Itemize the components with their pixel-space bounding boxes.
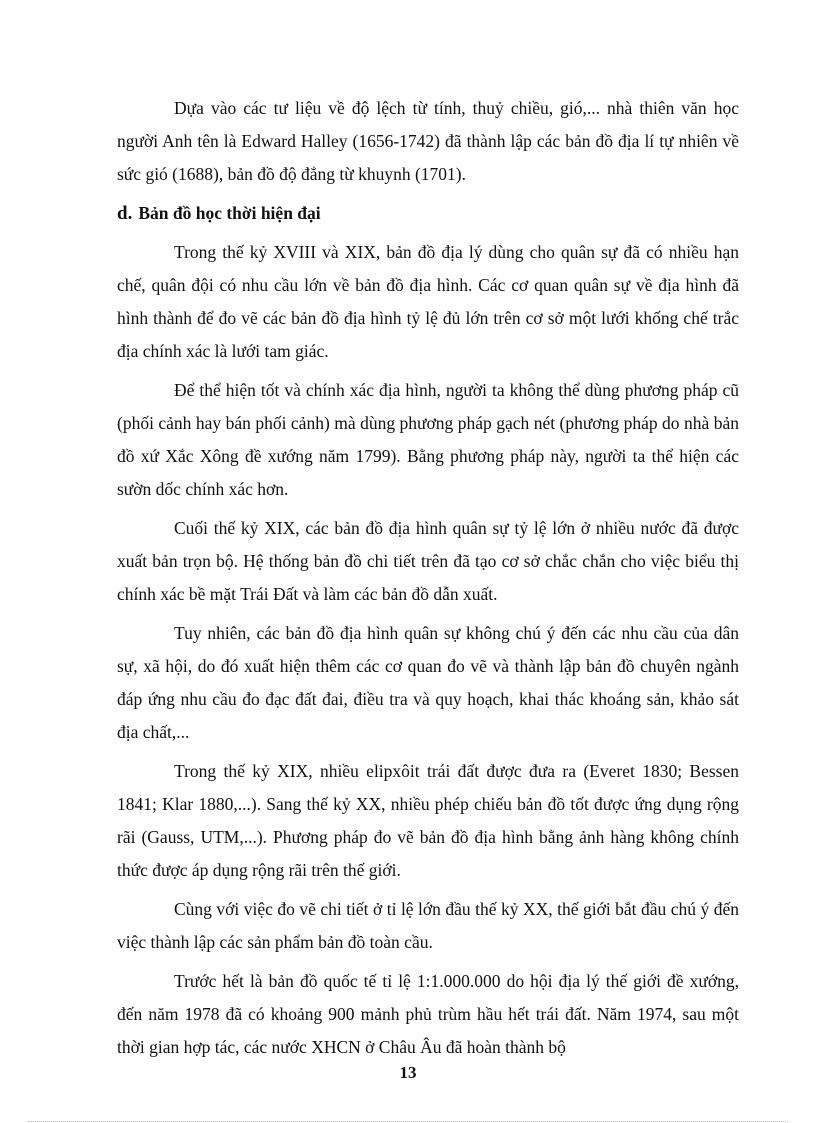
paragraph-halley: Dựa vào các tư liệu về độ lệch từ tính, thuỷ chiều, gió,... nhà thiên văn học người Anh tên là Edward Halley (1656-1742) đã thành lập các bản đồ địa lí tự nhiên về sức gió (1688), bản đồ độ đẳng từ khuynh (1701). <box>117 98 739 184</box>
paragraph-7: Trước hết là bản đồ quốc tế tỉ lệ 1:1.000.000 do hội địa lý thế giới đề xướng, đến năm 1978 đã có khoảng 900 mảnh phủ trùm hầu hết trái đất. Năm 1974, sau một thời gian hợp tác, các nước XHCN ở Châu Âu đã hoàn thành bộ <box>117 971 739 1057</box>
paragraph-6: Cùng với việc đo vẽ chi tiết ở tỉ lệ lớn đầu thế kỷ XX, thế giới bắt đầu chú ý đến việc thành lập các sản phẩm bản đồ toàn cầu. <box>117 899 739 952</box>
page-content <box>117 92 739 1070</box>
section-heading-text: Bản đồ học thời hiện đại <box>138 203 321 223</box>
section-heading <box>117 197 739 230</box>
paragraph-4: Tuy nhiên, các bản đồ địa hình quân sự không chú ý đến các nhu cầu của dân sự, xã hội, do đó xuất hiện thêm các cơ quan đo vẽ và thành lập bản đồ chuyên ngành đáp ứng nhu cầu đo đạc đất đai, điều tra và quy hoạch, khai thác khoáng sản, khảo sát địa chất,... <box>117 623 739 742</box>
footer-divider <box>28 1121 788 1122</box>
paragraph-5: Trong thế kỷ XIX, nhiều elipxôit trái đất được đưa ra (Everet 1830; Bessen 1841; Klar 1880,...). Sang thế kỷ XX, nhiều phép chiếu bản đồ tốt được ứng dụng rộng rãi (Gauss, UTM,...). Phương pháp đo vẽ bản đồ địa hình bằng ảnh hàng không chính thức được áp dụng rộng rãi trên thế giới. <box>117 761 739 880</box>
page-number: 13 <box>399 1063 417 1082</box>
section-marker: d. <box>117 203 133 224</box>
paragraph-1: Trong thế kỷ XVIII và XIX, bản đồ địa lý dùng cho quân sự đã có nhiều hạn chế, quân đội có nhu cầu lớn về bản đồ địa hình. Các cơ quan quân sự về địa hình đã hình thành để đo vẽ các bản đồ địa hình tỷ lệ đủ lớn trên cơ sở một lưới khống chế trắc địa chính xác là lưới tam giác. <box>117 242 739 361</box>
paragraph-3: Cuối thế kỷ XIX, các bản đồ địa hình quân sự tỷ lệ lớn ở nhiều nước đã được xuất bản trọn bộ. Hệ thống bản đồ chi tiết trên đã tạo cơ sở chắc chắn cho việc biểu thị chính xác bề mặt Trái Đất và làm các bản đồ dẫn xuất. <box>117 518 739 604</box>
paragraph-2: Để thể hiện tốt và chính xác địa hình, người ta không thể dùng phương pháp cũ (phối cảnh hay bán phối cảnh) mà dùng phương pháp gạch nét (phương pháp do nhà bản đồ xứ Xắc Xông đề xướng năm 1799). Bằng phương pháp này, người ta thể hiện các sườn dốc chính xác hơn. <box>117 380 739 499</box>
